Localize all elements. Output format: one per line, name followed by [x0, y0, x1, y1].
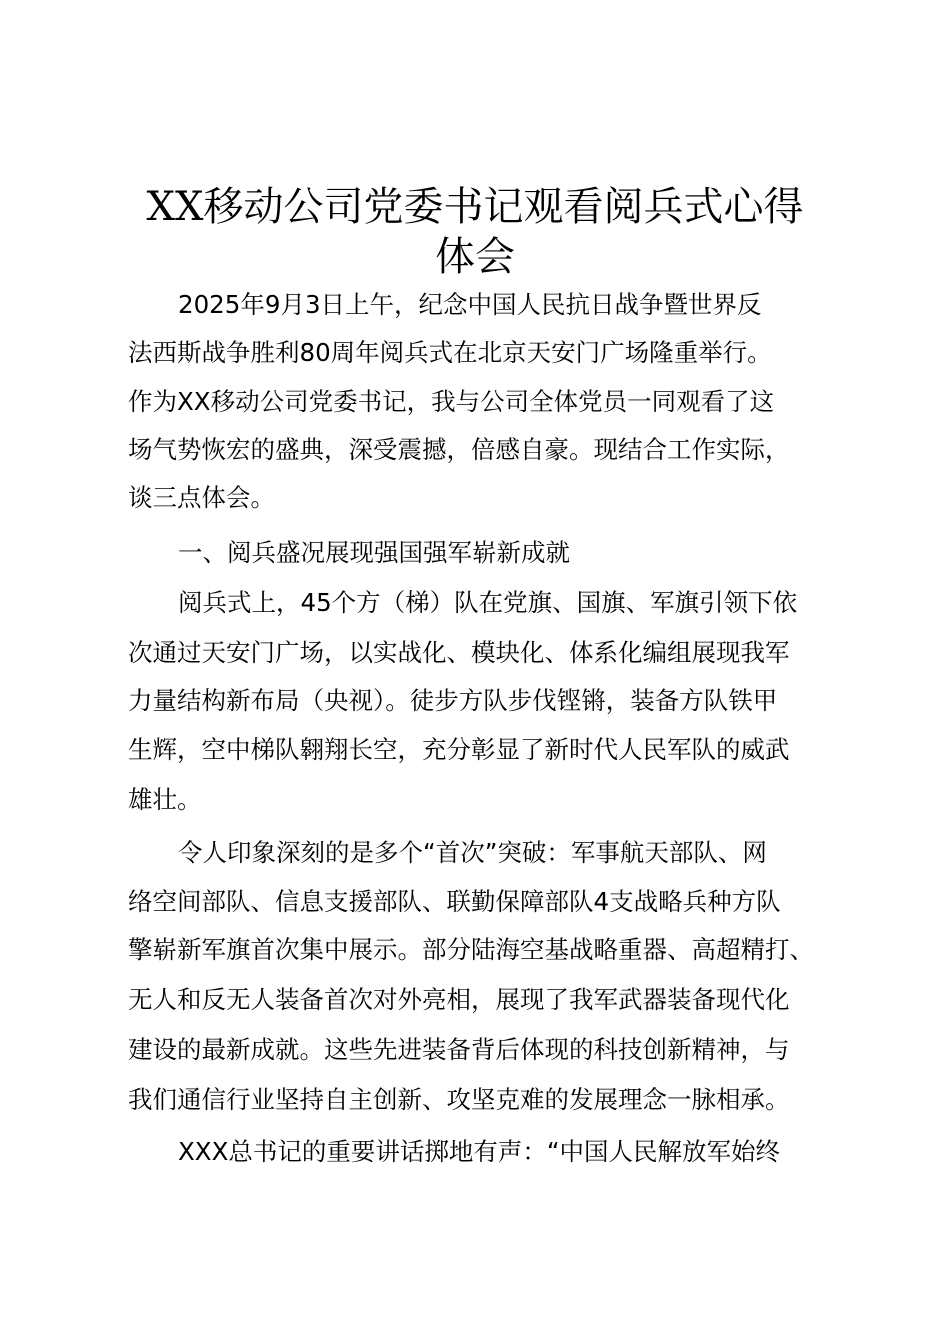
text-line: 建设的最新成就。这些先进装备背后体现的科技创新精神，与 [128, 1035, 790, 1064]
text-line: 令人印象深刻的是多个“首次”突破：军事航天部队、网 [178, 838, 767, 867]
section-heading-1: 一、阅兵盛况展现强国强军崭新成就 [178, 538, 570, 567]
text-line: 作为XX移动公司党委书记，我与公司全体党员一同观看了这 [128, 387, 775, 416]
text-line: 擎崭新军旗首次集中展示。部分陆海空基战略重器、高超精打、 [128, 935, 814, 964]
text-line: 力量结构新布局（央视）。徒步方队步伐铿锵，装备方队铁甲 [128, 686, 778, 715]
text-line: 生辉，空中梯队翱翔长空，充分彰显了新时代人民军队的威武 [128, 735, 790, 764]
text-line: 无人和反无人装备首次对外亮相，展现了我军武器装备现代化 [128, 985, 790, 1014]
text-line: 2025年9月3日上午，纪念中国人民抗日战争暨世界反 [178, 290, 762, 319]
document-title-line-2: 体会 [435, 234, 515, 280]
text-line: XXX总书记的重要讲话掷地有声：“中国人民解放军始终 [178, 1137, 781, 1166]
document-title-line-1: XX移动公司党委书记观看阅兵式心得 [146, 184, 804, 230]
text-line: 阅兵式上，45个方（梯）队在党旗、国旗、军旗引领下依 [178, 588, 798, 617]
text-line: 场气势恢宏的盛典，深受震撼，倍感自豪。现结合工作实际， [128, 435, 790, 464]
text-line: 次通过天安门广场，以实战化、模块化、体系化编组展现我军 [128, 638, 790, 667]
text-line: 雄壮。 [128, 785, 202, 814]
text-line: 络空间部队、信息支援部队、联勤保障部队4支战略兵种方队 [128, 887, 781, 916]
text-line: 法西斯战争胜利80周年阅兵式在北京天安门广场隆重举行。 [128, 338, 772, 367]
text-line: 谈三点体会。 [128, 483, 275, 512]
text-line: 我们通信行业坚持自主创新、攻坚克难的发展理念一脉相承。 [128, 1085, 790, 1114]
